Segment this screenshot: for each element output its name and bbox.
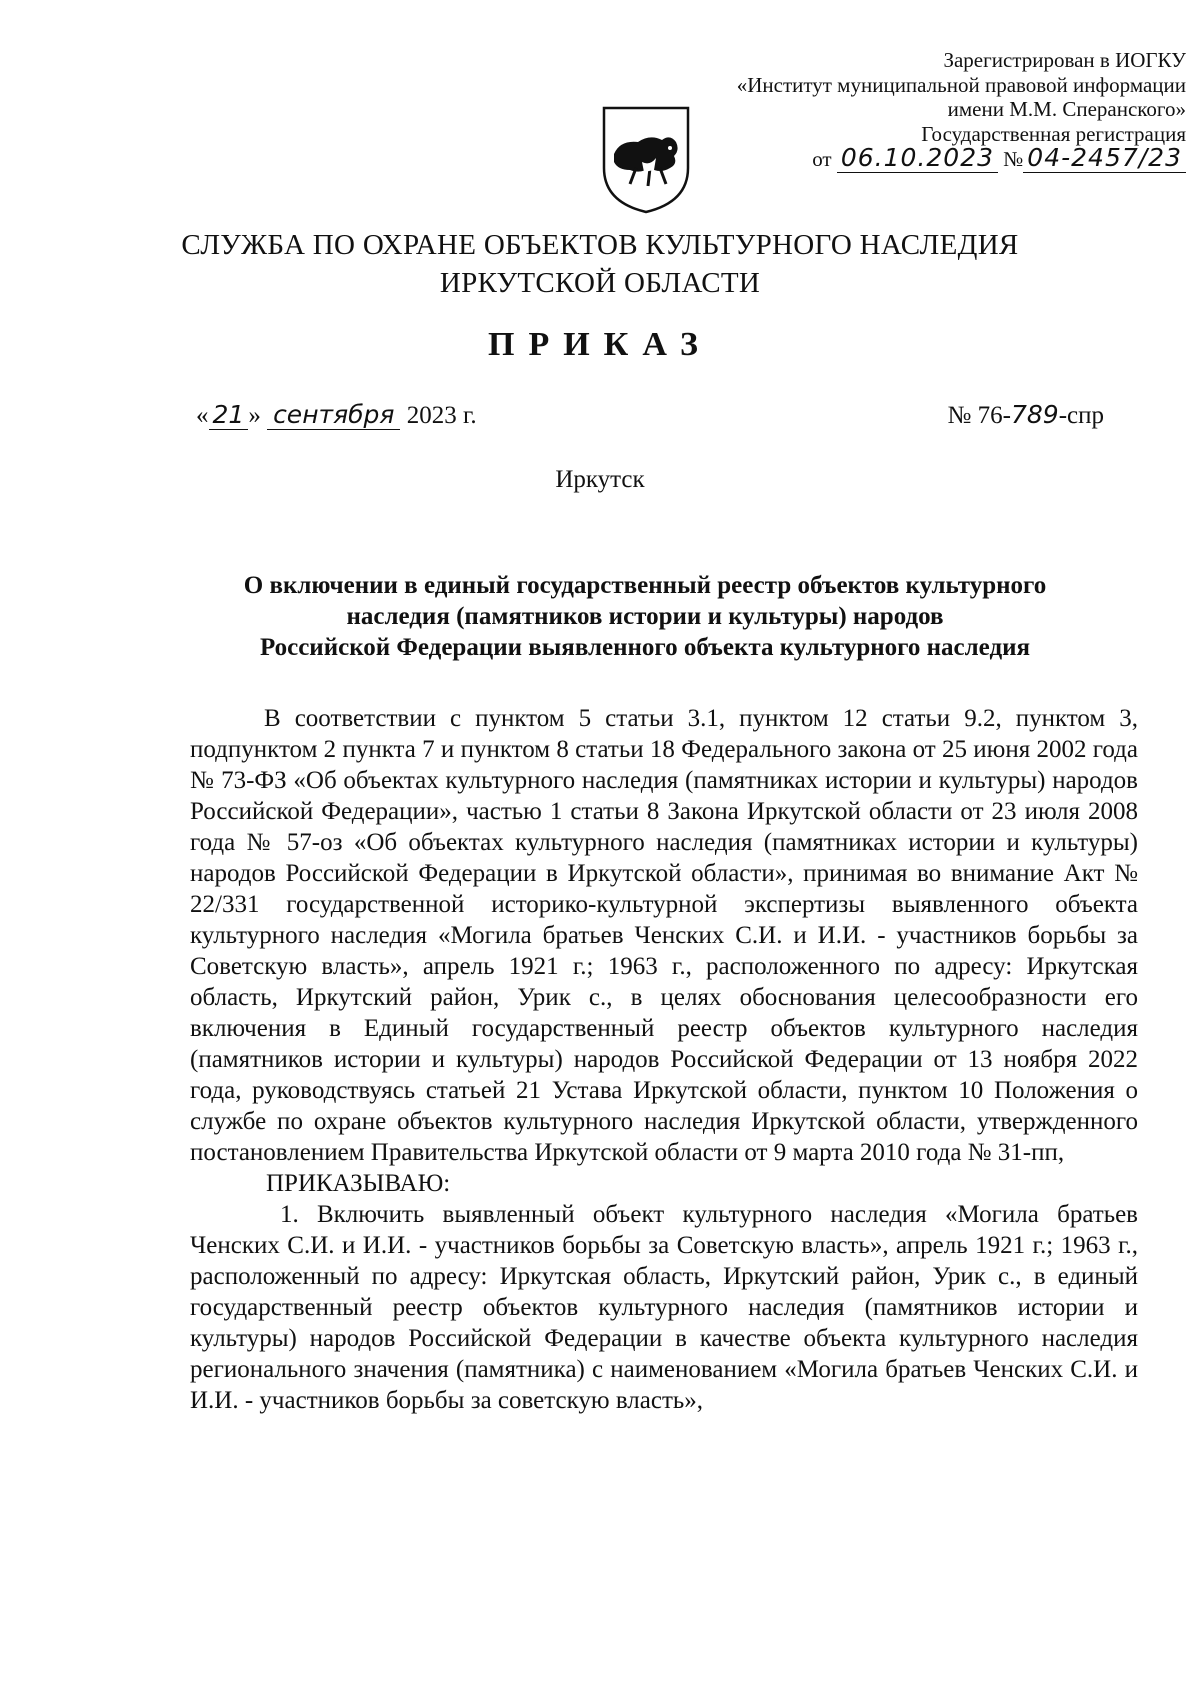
stamp-registration-date: 06.10.2023 — [837, 143, 998, 173]
stamp-line-1: Зарегистрирован в ИОГКУ — [943, 48, 1186, 72]
date-open-quote: « — [196, 402, 209, 429]
registration-stamp — [666, 48, 1186, 172]
organization-line-1: СЛУЖБА ПО ОХРАНЕ ОБЪЕКТОВ КУЛЬТУРНОГО НАСЛЕДИЯ — [181, 229, 1019, 261]
subject-line-3: Российской Федерации выявленного объекта культурного наследия — [259, 634, 1031, 661]
stamp-line-4: Государственная регистрация — [921, 121, 1186, 146]
date-close-quote: » — [248, 402, 261, 429]
subject-line-2: наследия (памятников истории и культуры) народов — [346, 603, 944, 630]
stamp-from-label: от — [812, 147, 832, 171]
order-verb: ПРИКАЗЫВАЮ: — [266, 1170, 451, 1197]
order-number-handwritten: 789 — [1010, 400, 1059, 429]
date-year: 2023 г. — [406, 402, 477, 429]
coat-of-arms-icon — [600, 104, 692, 216]
preamble-paragraph: В соответствии с пунктом 5 статьи 3.1, пунктом 12 статьи 9.2, пунктом 3, подпунктом 2 пункта 7 и пунктом 8 статьи 18 Федерального закона от 25 июня 2002 года № 73-ФЗ «Об объектах культурного наследия (памятниках истории и культуры) народов Российской Федерации», частью 1 статьи 8 Закона Иркутской области от 23 июля 2008 года № 57-оз «Об объектах культурного наследия (памятниках истории и культуры) народов Российской Федерации в Иркутской области», принимая во внимание Акт № 22/331 государственной историко-культурной экспертизы выявленного объекта культурного наследия «Могила братьев Ченских С.И. и И.И. - участников борьбы за Советскую власть», апрель 1921 г.; 1963 г., расположенного по адресу: Иркутская область, Иркутский район, Урик с., в целях обоснования целесообразности его включения в Единый государственный реестр объектов культурного наследия (памятников истории и культуры) народов Российской Федерации от 13 ноября 2022 года, руководствуясь статьей 21 Устава Иркутской области, пунктом 10 Положения о службе по охране объектов культурного наследия Иркутской области, утвержденного постановлением Правительства Иркутской области от 9 марта 2010 года № 31-пп, — [190, 705, 1138, 1166]
order-number-prefix: № 76- — [947, 402, 1011, 429]
order-subject — [180, 570, 1110, 663]
stamp-line-3: имени М.М. Сперанского» — [947, 97, 1186, 121]
order-title: ПРИКАЗ — [488, 326, 712, 363]
stamp-registration-line — [666, 143, 1186, 172]
order-number-suffix: -спр — [1058, 402, 1104, 429]
date-day: 21 — [209, 400, 249, 430]
order-item-1: 1. Включить выявленный объект культурного наследия «Могила братьев Ченских С.И. и И.И. - участников борьбы за Советскую власть», апрель 1921 г.; 1963 г., расположенный по адресу: Иркутская область, Иркутский район, Урик с., в единый государственный реестр объектов культурного наследия (памятников истории и культуры) народов Российской Федерации в качестве объекта культурного наследия регионального значения (памятника) с наименованием «Могила братьев Ченских С.И. и И.И. - участников борьбы за советскую власть», — [190, 1201, 1138, 1414]
stamp-number-label: № — [1003, 147, 1024, 171]
organization-line-2: ИРКУТСКОЙ ОБЛАСТИ — [439, 267, 761, 299]
organization-name — [0, 226, 1200, 302]
stamp-line-2: «Институт муниципальной правовой информации — [736, 72, 1186, 97]
date-month: сентября — [267, 400, 400, 430]
city: Иркутск — [555, 466, 645, 493]
order-body — [190, 703, 1138, 1416]
order-number — [948, 400, 1104, 430]
subject-line-1: О включении в единый государственный реестр объектов культурного — [243, 572, 1047, 599]
order-date — [196, 400, 477, 430]
stamp-registration-number: 04-2457/23 — [1023, 143, 1186, 173]
